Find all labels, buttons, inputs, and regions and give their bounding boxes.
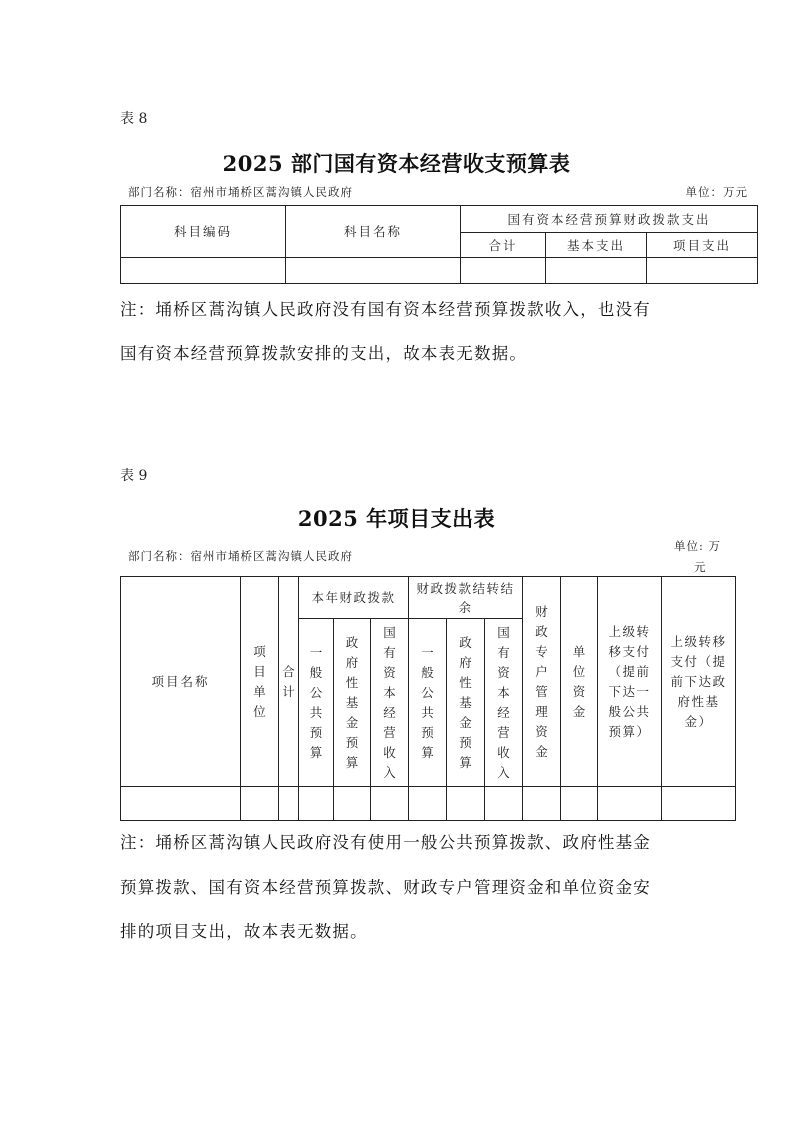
table9-header-special-account: 财 政 专 户 管 理 资 金 (523, 577, 561, 787)
table9-header-unit-funds: 单 位 资 金 (561, 577, 598, 787)
table9-note-line1: 注：埇桥区蒿沟镇人民政府没有使用一般公共预算拨款、政府性基金 (120, 833, 651, 852)
table9-unit-label-1: 单位: 万 (674, 539, 722, 553)
table9-header-current-year: 本年财政拨款 (299, 577, 409, 619)
table-row (121, 258, 758, 284)
table8 (120, 205, 758, 284)
table9-header-total: 合 计 (279, 577, 299, 787)
table8-note-line1: 注：埇桥区蒿沟镇人民政府没有国有资本经营预算拨款收入，也没有 (120, 300, 651, 319)
table8-header-project: 项目支出 (647, 233, 758, 258)
table9-header-co-general: 一 般 公 共 预 算 (409, 619, 447, 787)
table9-cell (409, 787, 447, 821)
table8-label: 表 8 (120, 111, 148, 127)
table8-header-name: 科目名称 (286, 206, 461, 258)
table9-label: 表 9 (120, 468, 148, 484)
table8-header-total: 合计 (461, 233, 546, 258)
table9-cell (299, 787, 334, 821)
table8-header-basic: 基本支出 (546, 233, 647, 258)
table9-header-carryover: 财政拨款结转结余 (409, 577, 523, 619)
table8-cell (546, 258, 647, 284)
table8-cell (286, 258, 461, 284)
table8-cell (647, 258, 758, 284)
table9-note-line3: 排的项目支出，故本表无数据。 (120, 922, 368, 941)
table9-header-cy-general: 一 般 公 共 预 算 (299, 619, 334, 787)
table9-cell (371, 787, 409, 821)
table9-header-transfer-fund: 上级转移 支付（提 前下达政 府性基 金） (662, 577, 736, 787)
table9-title: 2025 年项目支出表 (297, 506, 496, 531)
table8-header-code: 科目编码 (121, 206, 286, 258)
table9-header-cy-fund: 政 府 性 基 金 预 算 (334, 619, 371, 787)
table9-cell (561, 787, 598, 821)
table9-unit-label-2: 元 (694, 560, 707, 574)
table8-dept-label: 部门名称：宿州市埇桥区蒿沟镇人民政府 (128, 185, 353, 199)
table9-header-cy-state-capital: 国 有 资 本 经 营 收 入 (371, 619, 409, 787)
table9 (120, 576, 736, 821)
table8-cell (461, 258, 546, 284)
table9-cell (523, 787, 561, 821)
table9-header-transfer-general: 上级转 移支付 （提前 下达一 般公共 预算） (598, 577, 662, 787)
table9-cell (485, 787, 523, 821)
table9-dept-label: 部门名称：宿州市埇桥区蒿沟镇人民政府 (128, 549, 353, 563)
table8-header-group: 国有资本经营预算财政拨款支出 (461, 206, 758, 233)
table9-cell (241, 787, 279, 821)
table9-header-co-fund: 政 府 性 基 金 预 算 (447, 619, 485, 787)
table9-header-project-name: 项目名称 (121, 577, 241, 787)
table9-cell (662, 787, 736, 821)
table8-title: 2025 部门国有资本经营收支预算表 (222, 151, 571, 176)
table8-cell (121, 258, 286, 284)
table8-unit-label: 单位：万元 (685, 185, 748, 199)
table8-note-line2: 国有资本经营预算拨款安排的支出，故本表无数据。 (120, 344, 528, 363)
table-row (121, 787, 736, 821)
table9-header-project-unit: 项 目 单 位 (241, 577, 279, 787)
table9-header-co-state-capital: 国 有 资 本 经 营 收 入 (485, 619, 523, 787)
table9-cell (447, 787, 485, 821)
table9-cell (334, 787, 371, 821)
table9-cell (279, 787, 299, 821)
table9-note-line2: 预算拨款、国有资本经营预算拨款、财政专户管理资金和单位资金安 (120, 878, 651, 897)
table9-cell (598, 787, 662, 821)
table9-cell (121, 787, 241, 821)
